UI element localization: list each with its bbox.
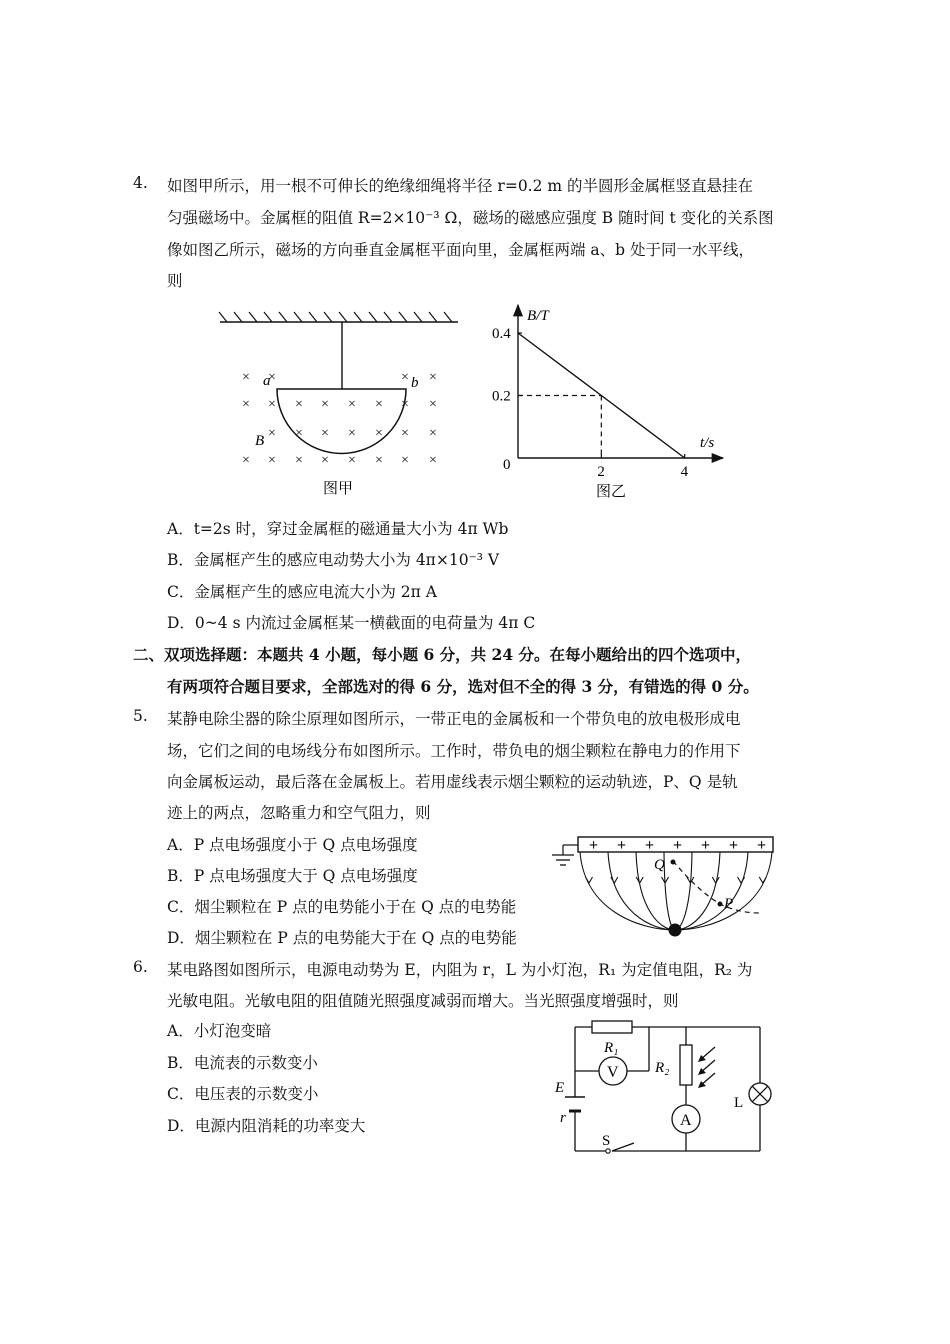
label-R2: R₂	[655, 1060, 670, 1076]
x-tick-label: 4	[680, 464, 689, 480]
label-A: A	[680, 1112, 692, 1129]
magnetic-field-cross: ×	[268, 370, 276, 385]
magnetic-field-cross: ×	[295, 426, 303, 441]
ceiling-hatch	[264, 312, 272, 322]
ceiling-hatch	[279, 312, 287, 322]
q6-number: 6.	[133, 958, 148, 976]
label-P: P	[724, 896, 734, 912]
magnetic-field-cross: ×	[429, 426, 437, 441]
plate-plus-sign: +	[645, 837, 655, 854]
point-P	[718, 902, 723, 907]
magnetic-field-cross: ×	[401, 370, 409, 385]
ceiling-hatch	[429, 312, 437, 322]
ceiling-hatch	[339, 312, 347, 322]
label-L: L	[734, 1095, 744, 1111]
label-E: E	[555, 1080, 565, 1096]
field-line-arrow	[636, 877, 643, 883]
ceiling-hatch	[384, 312, 392, 322]
ceiling-hatch	[234, 312, 242, 322]
photoresistor-R2	[680, 1045, 692, 1085]
ceiling-hatch	[249, 312, 257, 322]
magnetic-field-cross: ×	[268, 426, 276, 441]
q5-text-line-2: 场，它们之间的电场线分布如图所示。工作时，带负电的烟尘颗粒在静电力的作用下	[167, 742, 741, 760]
particle-trajectory	[673, 861, 760, 913]
plate-plus-sign: +	[673, 837, 683, 854]
q5-number: 5.	[133, 707, 148, 725]
origin-label: 0	[503, 457, 511, 473]
plate-plus-sign: +	[729, 837, 739, 854]
q4-option-d[interactable]: D．0~4 s 内流过金属框某一横截面的电荷量为 4π C	[167, 614, 536, 632]
x-axis-label: t/s	[700, 435, 715, 451]
ceiling-hatch	[399, 312, 407, 322]
magnetic-field-cross: ×	[348, 453, 356, 468]
magnetic-field-cross: ×	[268, 453, 276, 468]
section2-heading-line-2: 有两项符合题目要求，全部选对的得 6 分，选对但不全的得 3 分，有错选的得 0 分。	[167, 677, 759, 696]
q4-option-c[interactable]: C．金属框产生的感应电流大小为 2π A	[167, 583, 437, 601]
q4-text-line-4: 则	[167, 272, 183, 290]
label-r: r	[560, 1110, 566, 1126]
q4-number: 4.	[133, 174, 148, 192]
q4-option-b[interactable]: B．金属框产生的感应电动势大小为 4π×10⁻³ V	[167, 551, 500, 569]
magnetic-field-cross: ×	[321, 426, 329, 441]
ceiling-hatch	[354, 312, 362, 322]
switch-S	[606, 1149, 610, 1153]
q6-text-line-1: 某电路图如图所示，电源电动势为 E，内阻为 r，L 为小灯泡，R₁ 为定值电阻，R₂ 为	[167, 961, 753, 979]
magnetic-field-cross: ×	[429, 453, 437, 468]
magnetic-field-cross: ×	[268, 397, 276, 412]
magnetic-field-cross: ×	[295, 397, 303, 412]
magnetic-field-cross: ×	[401, 397, 409, 412]
plate-plus-sign: +	[617, 837, 627, 854]
q4-figure-a	[215, 305, 465, 505]
plate-plus-sign: +	[701, 837, 711, 854]
q5-option-a[interactable]: A．P 点电场强度小于 Q 点电场强度	[167, 836, 418, 854]
electric-field-line	[675, 852, 692, 930]
y-tick-label: 0.2	[492, 388, 511, 405]
q6-option-c[interactable]: C．电压表的示数变小	[167, 1085, 319, 1103]
magnetic-field-cross: ×	[429, 370, 437, 385]
magnetic-field-cross: ×	[321, 397, 329, 412]
label-S: S	[602, 1133, 611, 1149]
q4-option-a[interactable]: A．t=2s 时，穿过金属框的磁通量大小为 4π Wb	[167, 520, 509, 538]
x-tick-label: 2	[597, 464, 605, 480]
magnetic-field-cross: ×	[348, 426, 356, 441]
label-Q: Q	[654, 857, 665, 873]
ceiling-hatch	[309, 312, 317, 322]
magnetic-field-cross: ×	[375, 397, 383, 412]
q4-text-line-2: 匀强磁场中。金属框的阻值 R=2×10⁻³ Ω，磁场的磁感应强度 B 随时间 t 变化的关系图	[167, 209, 774, 227]
field-line-arrow	[611, 877, 618, 883]
plate-plus-sign: +	[757, 837, 767, 854]
field-line-arrow	[712, 877, 719, 883]
q5-option-b[interactable]: B．P 点电场强度大于 Q 点电场强度	[167, 867, 418, 885]
resistor-R1	[592, 1021, 632, 1033]
q5-option-d[interactable]: D．烟尘颗粒在 P 点的电势能大于在 Q 点的电势能	[167, 929, 517, 947]
magnetic-field-cross: ×	[348, 397, 356, 412]
magnetic-field-cross: ×	[242, 397, 250, 412]
ceiling-hatch	[414, 312, 422, 322]
magnetic-field-cross: ×	[429, 397, 437, 412]
label-R1: R₁	[604, 1040, 619, 1056]
fig-a-caption: 图甲	[323, 481, 354, 497]
magnetic-field-cross: ×	[401, 426, 409, 441]
ceiling-hatch	[219, 312, 227, 322]
ceiling-hatch	[294, 312, 302, 322]
q6-option-b[interactable]: B．电流表的示数变小	[167, 1054, 318, 1072]
magnetic-field-cross: ×	[242, 370, 250, 385]
point-Q	[671, 860, 676, 865]
magnetic-field-cross: ×	[242, 453, 250, 468]
section2-heading-line-1: 二、双项选择题：本题共 4 小题，每小题 6 分，共 24 分。在每小题给出的四个选项中，	[133, 645, 752, 664]
magnetic-field-cross: ×	[375, 453, 383, 468]
q6-circuit	[548, 1015, 783, 1160]
q6-text-line-2: 光敏电阻。光敏电阻的阻值随光照强度减弱而增大。当光照强度增强时，则	[167, 992, 679, 1010]
magnetic-field-cross: ×	[321, 453, 329, 468]
label-V: V	[607, 1064, 619, 1081]
label-B: B	[255, 433, 265, 449]
magnetic-field-cross: ×	[375, 426, 383, 441]
q5-text-line-3: 向金属板运动，最后落在金属板上。若用虚线表示烟尘颗粒的运动轨迹，P、Q 是轨	[167, 773, 738, 791]
label-a: a	[263, 373, 271, 389]
plate-plus-sign: +	[589, 837, 599, 854]
q4-figure-b-chart	[485, 300, 735, 505]
magnetic-field-cross: ×	[401, 453, 409, 468]
chart-title: 图乙	[596, 484, 627, 500]
q5-option-c[interactable]: C．烟尘颗粒在 P 点的电势能小于在 Q 点的电势能	[167, 898, 517, 916]
y-tick-label: 0.4	[492, 326, 511, 342]
q5-text-line-4: 迹上的两点，忽略重力和空气阻力，则	[167, 804, 431, 822]
q5-figure	[550, 833, 780, 943]
magnetic-field-cross: ×	[295, 453, 303, 468]
y-axis-label: B/T	[527, 308, 549, 324]
ceiling-hatch	[444, 312, 452, 322]
q6-option-a[interactable]: A．小灯泡变暗	[167, 1022, 272, 1040]
q6-option-d[interactable]: D．电源内阻消耗的功率变大	[167, 1117, 366, 1135]
q4-text-line-1: 如图甲所示，用一根不可伸长的绝缘细绳将半径 r=0.2 m 的半圆形金属框竖直悬挂在	[167, 177, 754, 195]
ceiling-hatch	[324, 312, 332, 322]
field-line-arrow	[738, 877, 745, 883]
q5-text-line-1: 某静电除尘器的除尘原理如图所示，一带正电的金属板和一个带负电的放电极形成电	[167, 710, 741, 728]
ceiling-hatch	[369, 312, 377, 322]
label-b: b	[411, 375, 419, 391]
discharge-electrode	[669, 924, 682, 937]
q4-text-line-3: 像如图乙所示，磁场的方向垂直金属框平面向里，金属框两端 a、b 处于同一水平线，	[167, 241, 755, 259]
electric-field-line	[675, 852, 748, 930]
